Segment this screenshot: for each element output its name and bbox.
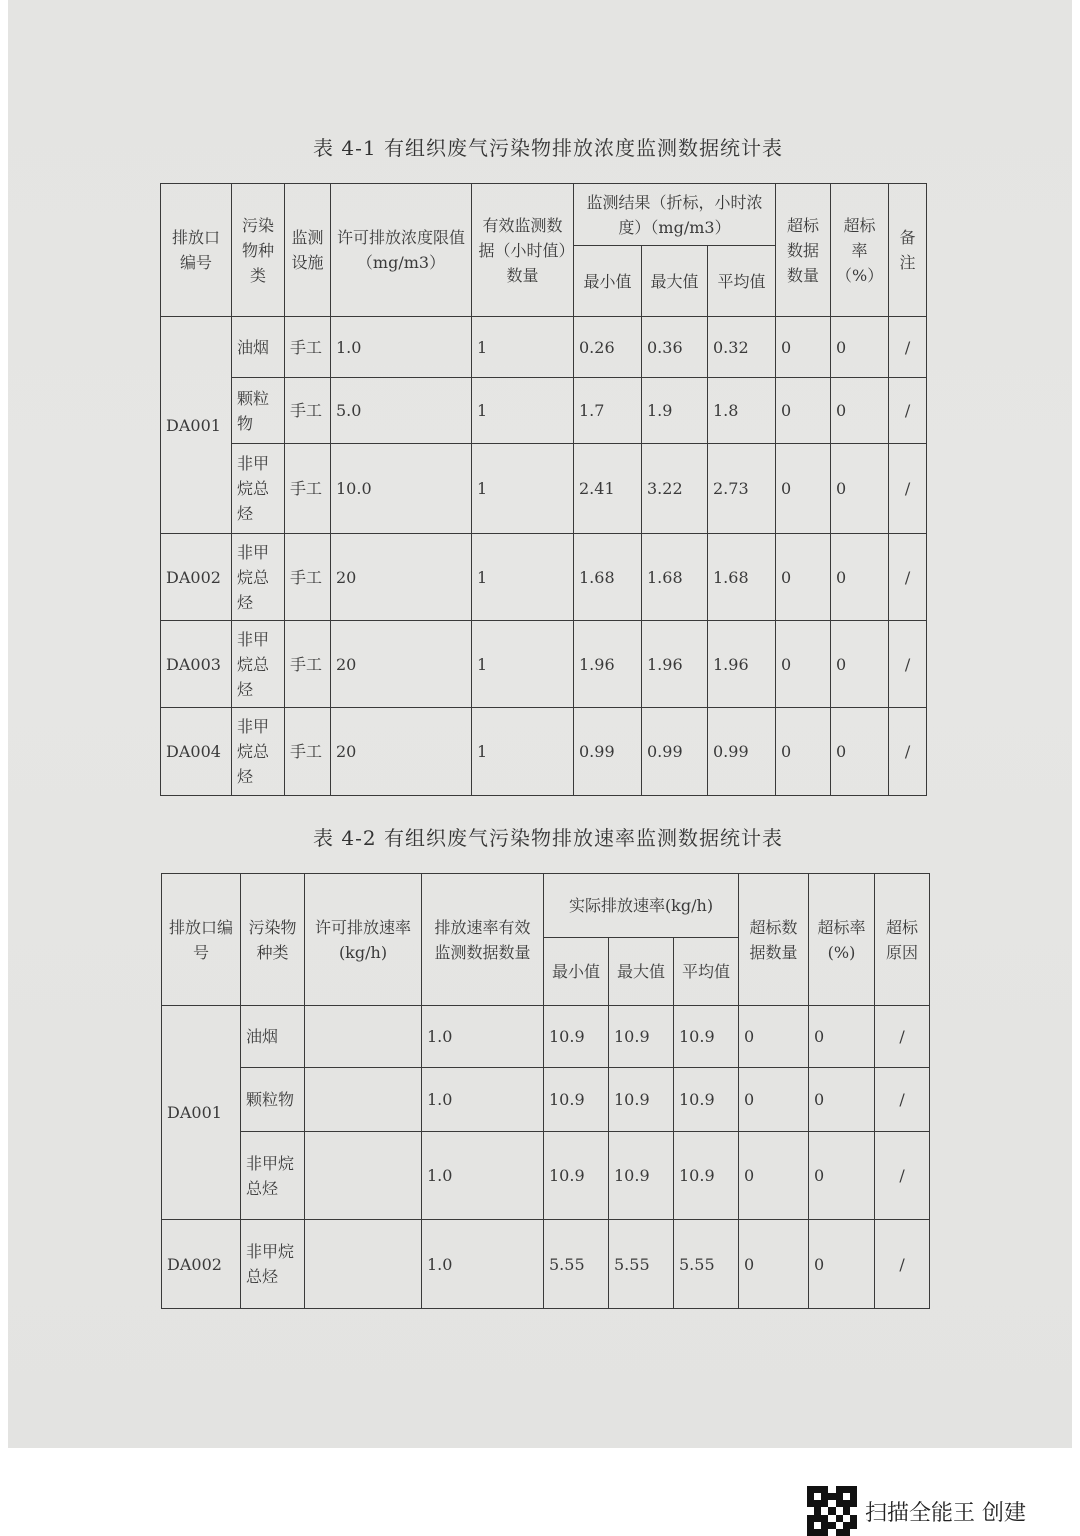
limit-cell: [305, 1068, 422, 1132]
exceed-rate-cell: 0: [831, 317, 889, 378]
limit-cell: 5.0: [331, 378, 472, 444]
min-cell: 0.99: [574, 708, 642, 796]
avg-cell: 2.73: [708, 444, 776, 534]
table-row: [162, 1132, 930, 1220]
header-result-group: 监测结果（折标，小时浓度）（mg/m3）: [574, 184, 776, 246]
avg-cell: 1.8: [708, 378, 776, 444]
pollutant-cell: 颗粒物: [241, 1068, 305, 1132]
header-valid-count: 有效监测数据（小时值）数量: [472, 184, 574, 317]
table-row: [161, 444, 927, 534]
count-cell: 1: [472, 378, 574, 444]
facility-cell: 手工: [285, 621, 331, 708]
header-reason: 超标原因: [875, 874, 930, 1006]
exceed-rate-cell: 0: [809, 1132, 875, 1220]
pollutant-cell: 非甲烷总烃: [232, 534, 285, 621]
header-avg: 平均值: [674, 938, 739, 1006]
exceed-count-cell: 0: [776, 708, 831, 796]
facility-cell: 手工: [285, 444, 331, 534]
limit-cell: 1.0: [331, 317, 472, 378]
exceed-count-cell: 0: [739, 1132, 809, 1220]
emission-concentration-table: [160, 183, 927, 796]
header-outlet: 排放口编号: [162, 874, 241, 1006]
exceed-rate-cell: 0: [831, 708, 889, 796]
facility-cell: 手工: [285, 378, 331, 444]
note-cell: /: [889, 708, 927, 796]
exceed-count-cell: 0: [739, 1006, 809, 1068]
max-cell: 1.9: [642, 378, 708, 444]
pollutant-cell: 非甲烷总烃: [232, 621, 285, 708]
limit-cell: 10.0: [331, 444, 472, 534]
note-cell: /: [889, 621, 927, 708]
header-exceed-rate: 超标率（%）: [831, 184, 889, 317]
table-row: [161, 708, 927, 796]
limit-cell: [305, 1220, 422, 1309]
header-min: 最小值: [574, 246, 642, 317]
min-cell: 1.7: [574, 378, 642, 444]
pollutant-cell: 非甲烷总烃: [241, 1132, 305, 1220]
note-cell: /: [889, 534, 927, 621]
min-cell: 1.96: [574, 621, 642, 708]
header-max: 最大值: [609, 938, 674, 1006]
count-cell: 1: [472, 317, 574, 378]
header-min: 最小值: [544, 938, 609, 1006]
min-cell: 10.9: [544, 1132, 609, 1220]
max-cell: 3.22: [642, 444, 708, 534]
outlet-cell: DA001: [161, 317, 232, 534]
count-cell: 1: [472, 534, 574, 621]
outlet-cell: DA004: [161, 708, 232, 796]
exceed-count-cell: 0: [776, 444, 831, 534]
avg-cell: 1.68: [708, 534, 776, 621]
max-cell: 10.9: [609, 1068, 674, 1132]
facility-cell: 手工: [285, 317, 331, 378]
header-note: 备注: [889, 184, 927, 317]
exceed-rate-cell: 0: [809, 1068, 875, 1132]
count-cell: 1: [472, 708, 574, 796]
header-limit: 许可排放速率(kg/h): [305, 874, 422, 1006]
exceed-count-cell: 0: [776, 378, 831, 444]
exceed-count-cell: 0: [739, 1068, 809, 1132]
exceed-rate-cell: 0: [809, 1006, 875, 1068]
avg-cell: 10.9: [674, 1132, 739, 1220]
header-avg: 平均值: [708, 246, 776, 317]
table-row: [161, 621, 927, 708]
exceed-count-cell: 0: [776, 534, 831, 621]
pollutant-cell: 颗粒物: [232, 378, 285, 444]
exceed-rate-cell: 0: [831, 444, 889, 534]
count-cell: 1.0: [422, 1132, 544, 1220]
count-cell: 1: [472, 444, 574, 534]
table-row: [161, 534, 927, 621]
count-cell: 1.0: [422, 1220, 544, 1309]
table-row: [161, 378, 927, 444]
min-cell: 5.55: [544, 1220, 609, 1309]
exceed-count-cell: 0: [739, 1220, 809, 1309]
avg-cell: 10.9: [674, 1068, 739, 1132]
note-cell: /: [889, 317, 927, 378]
exceed-rate-cell: 0: [831, 534, 889, 621]
avg-cell: 1.96: [708, 621, 776, 708]
reason-cell: /: [875, 1132, 930, 1220]
pollutant-cell: 非甲烷总烃: [232, 708, 285, 796]
limit-cell: 20: [331, 708, 472, 796]
table-2-title: 表 4-2 有组织废气污染物排放速率监测数据统计表: [313, 826, 783, 850]
limit-cell: [305, 1132, 422, 1220]
avg-cell: 0.32: [708, 317, 776, 378]
exceed-rate-cell: 0: [809, 1220, 875, 1309]
min-cell: 10.9: [544, 1068, 609, 1132]
scanner-watermark: [807, 1486, 1026, 1536]
min-cell: 0.26: [574, 317, 642, 378]
note-cell: /: [889, 378, 927, 444]
min-cell: 1.68: [574, 534, 642, 621]
header-exceed-count: 超标数据数量: [776, 184, 831, 317]
outlet-cell: DA001: [162, 1006, 241, 1220]
exceed-rate-cell: 0: [831, 378, 889, 444]
outlet-cell: DA002: [161, 534, 232, 621]
exceed-rate-cell: 0: [831, 621, 889, 708]
avg-cell: 0.99: [708, 708, 776, 796]
qr-code-icon: [807, 1486, 857, 1536]
max-cell: 10.9: [609, 1006, 674, 1068]
header-rate-group: 实际排放速率(kg/h): [544, 874, 739, 938]
header-max: 最大值: [642, 246, 708, 317]
header-exceed-count: 超标数据数量: [739, 874, 809, 1006]
reason-cell: /: [875, 1068, 930, 1132]
min-cell: 2.41: [574, 444, 642, 534]
limit-cell: 20: [331, 534, 472, 621]
max-cell: 5.55: [609, 1220, 674, 1309]
facility-cell: 手工: [285, 534, 331, 621]
header-outlet: 排放口编号: [161, 184, 232, 317]
max-cell: 0.36: [642, 317, 708, 378]
exceed-count-cell: 0: [776, 621, 831, 708]
header-valid-count: 排放速率有效监测数据数量: [422, 874, 544, 1006]
pollutant-cell: 油烟: [241, 1006, 305, 1068]
note-cell: /: [889, 444, 927, 534]
reason-cell: /: [875, 1006, 930, 1068]
emission-rate-table: [161, 873, 930, 1309]
limit-cell: [305, 1006, 422, 1068]
limit-cell: 20: [331, 621, 472, 708]
header-limit: 许可排放浓度限值（mg/m3）: [331, 184, 472, 317]
table-1-title: 表 4-1 有组织废气污染物排放浓度监测数据统计表: [313, 136, 783, 160]
header-exceed-rate: 超标率(%): [809, 874, 875, 1006]
outlet-cell: DA003: [161, 621, 232, 708]
max-cell: 1.68: [642, 534, 708, 621]
header-pollutant: 污染物种类: [241, 874, 305, 1006]
table-row: [162, 1068, 930, 1132]
count-cell: 1: [472, 621, 574, 708]
outlet-cell: DA002: [162, 1220, 241, 1309]
scanner-text: 扫描全能王 创建: [865, 1500, 1026, 1526]
reason-cell: /: [875, 1220, 930, 1309]
max-cell: 10.9: [609, 1132, 674, 1220]
document-page: [8, 0, 1072, 1448]
pollutant-cell: 非甲烷总烃: [241, 1220, 305, 1309]
table-row: [162, 1006, 930, 1068]
avg-cell: 10.9: [674, 1006, 739, 1068]
facility-cell: 手工: [285, 708, 331, 796]
exceed-count-cell: 0: [776, 317, 831, 378]
min-cell: 10.9: [544, 1006, 609, 1068]
count-cell: 1.0: [422, 1068, 544, 1132]
header-pollutant: 污染物种类: [232, 184, 285, 317]
avg-cell: 5.55: [674, 1220, 739, 1309]
pollutant-cell: 油烟: [232, 317, 285, 378]
table-row: [161, 317, 927, 378]
max-cell: 1.96: [642, 621, 708, 708]
table-row: [162, 1220, 930, 1309]
header-facility: 监测设施: [285, 184, 331, 317]
pollutant-cell: 非甲烷总烃: [232, 444, 285, 534]
max-cell: 0.99: [642, 708, 708, 796]
count-cell: 1.0: [422, 1006, 544, 1068]
